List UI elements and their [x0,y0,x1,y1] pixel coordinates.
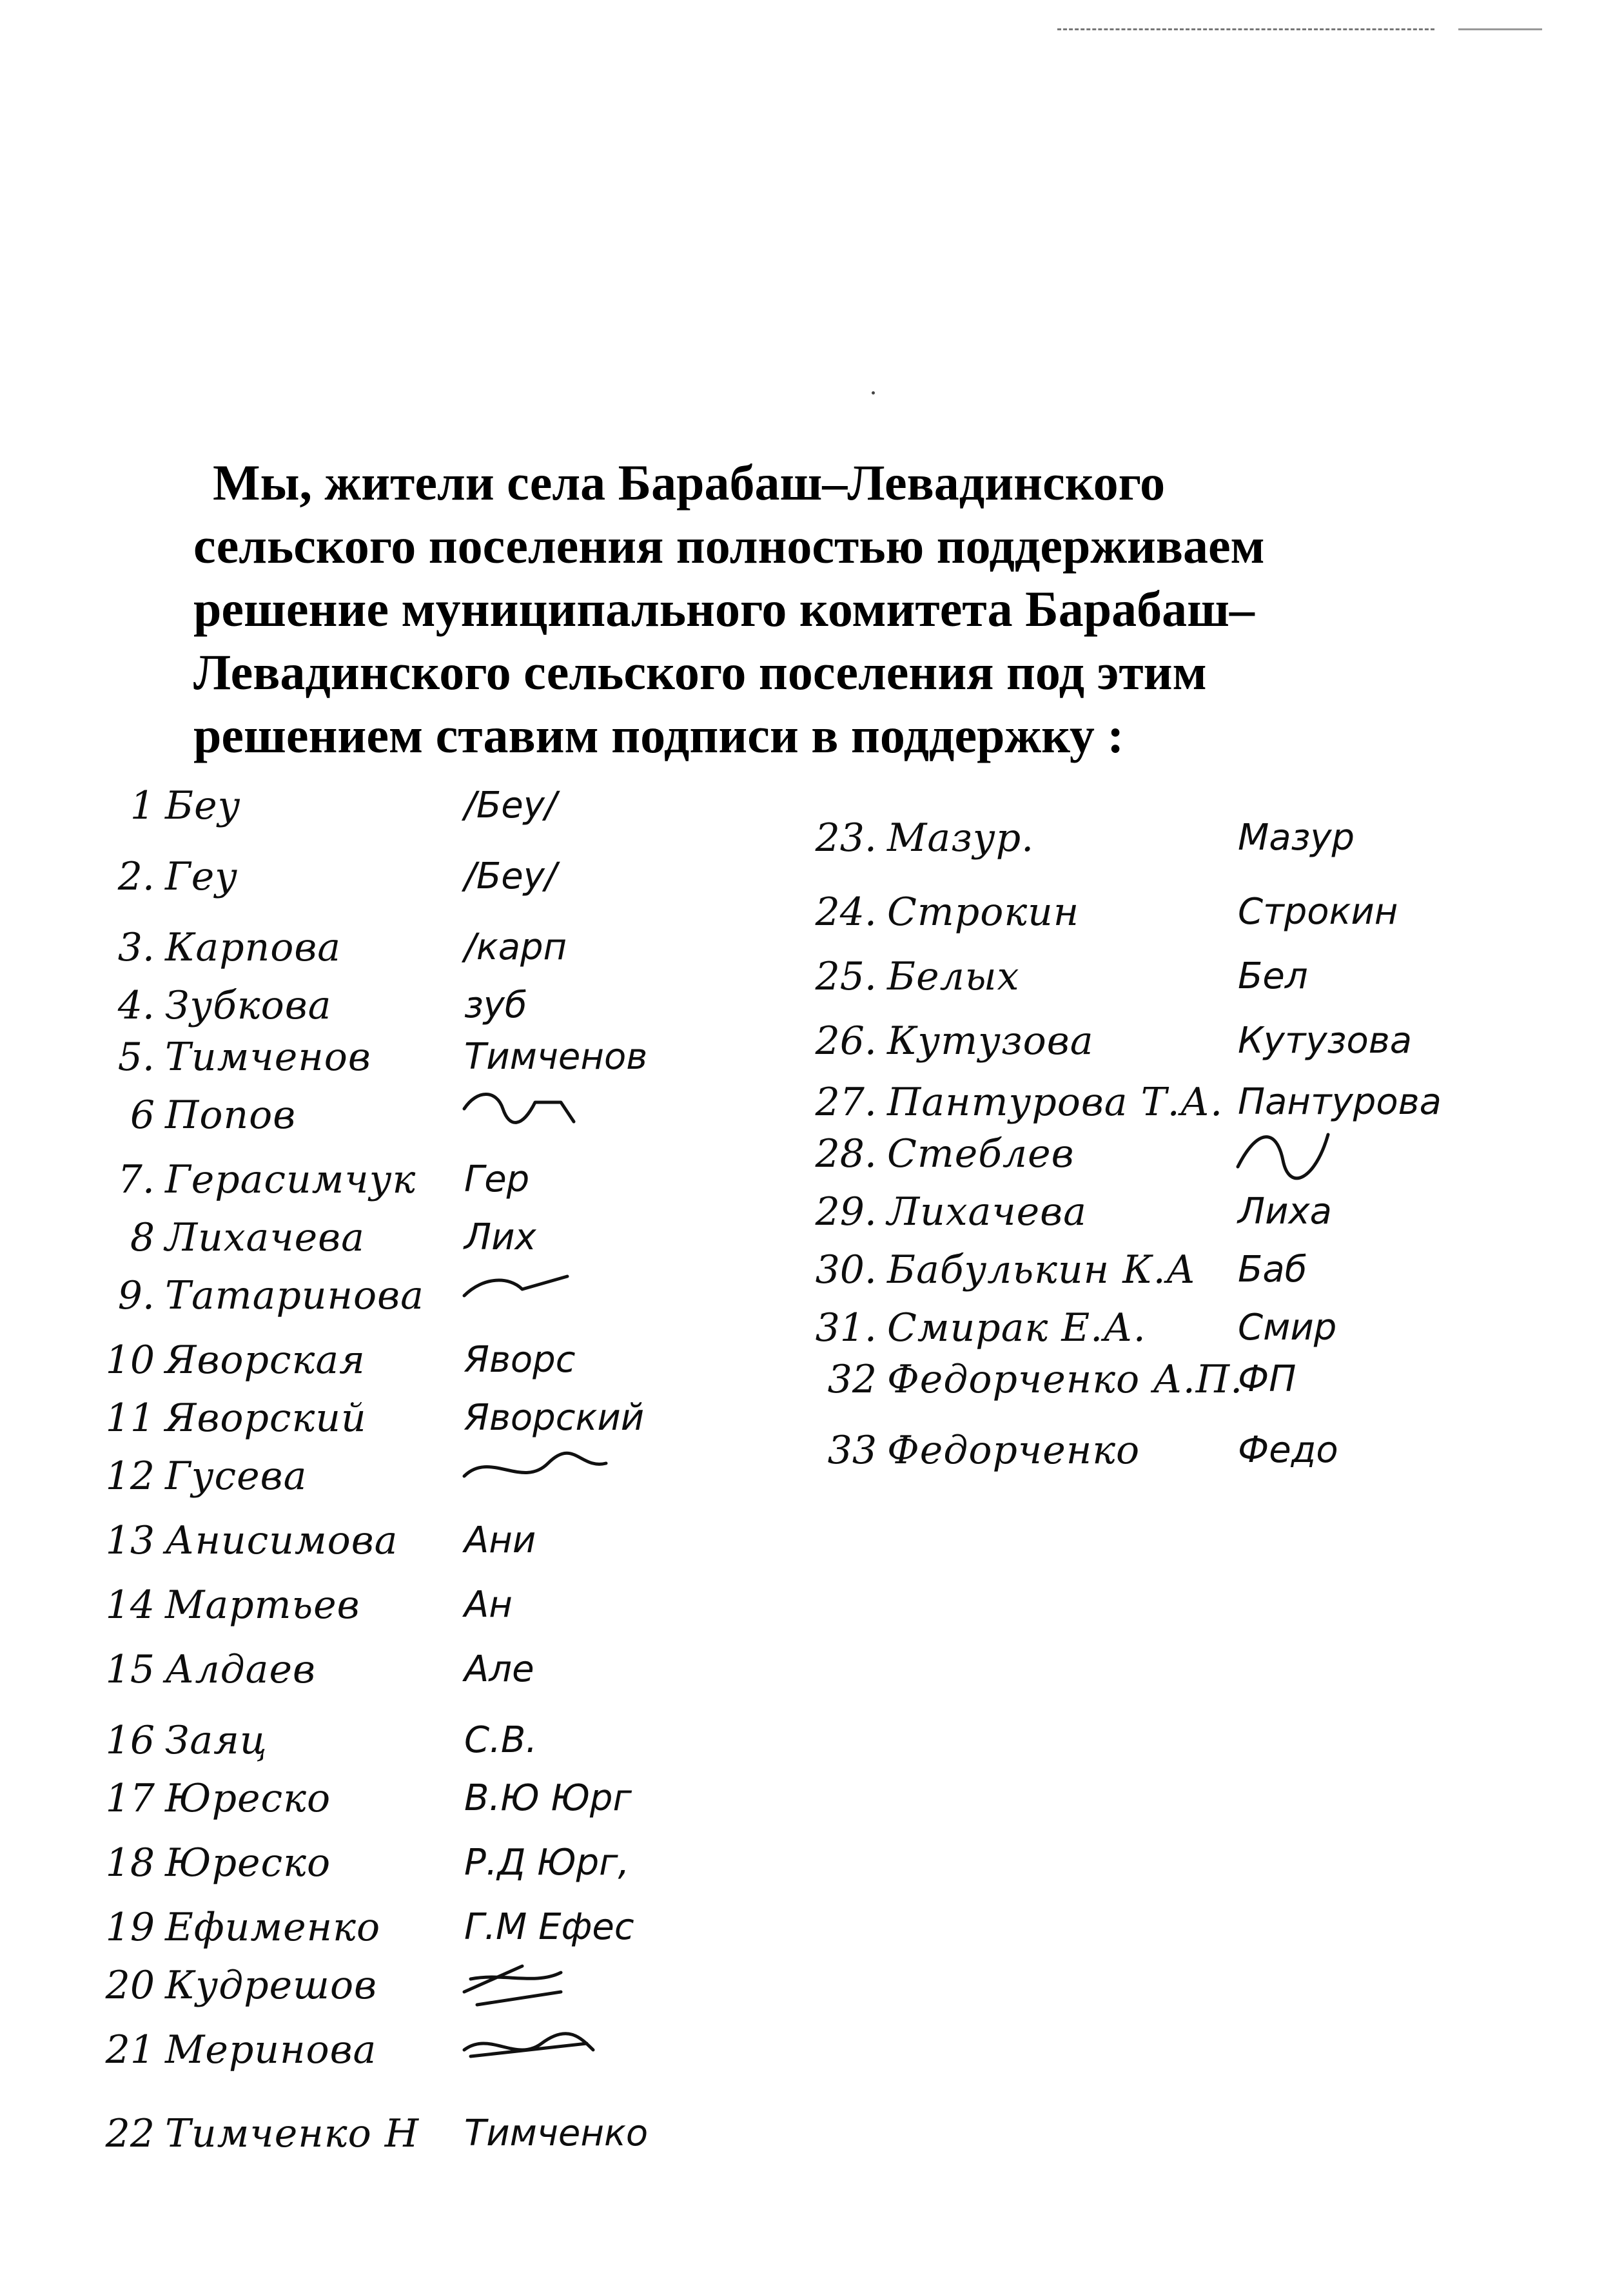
entry-number: 5. [117,1035,155,1080]
entry-signature: Тимченов [464,1036,648,1078]
signature-entry [806,880,1398,944]
signature-entry [806,806,1355,870]
entry-number: 11 [105,1396,155,1441]
entry-number: 8 [130,1215,155,1260]
entry-signature: Р.Д Юрг, [464,1842,630,1884]
entry-name: Кудрешов [165,1963,378,2008]
entry-name: Стеблев [887,1131,1075,1176]
entry-name: Ефименко [165,1905,381,1950]
entry-name: Яворский [165,1396,367,1441]
entry-number: 16 [105,1718,155,1763]
entry-name: Анисимова [165,1518,398,1563]
entry-signature: В.Ю Юрг [464,1777,632,1819]
entry-signature: Але [464,1648,534,1690]
entry-name: Гусева [165,1454,308,1499]
signature-entry [806,1418,1338,1483]
entry-name: Пантурова Т.А. [887,1080,1224,1125]
entry-name: Беу [165,783,241,828]
signature-entry [806,944,1308,1009]
entry-number: 3. [117,925,155,970]
signature-scribble [464,1444,612,1508]
signature-stroke [464,2034,593,2056]
entry-signature: Тимченко [464,2112,649,2154]
entry-signature: /Беу/ [464,855,557,897]
entry-number: 9. [117,1273,155,1318]
signature-entry [84,1083,296,1147]
signature-entry [806,1347,1296,1412]
signature-scribble [464,1263,612,1328]
signature-entry [84,1708,538,1773]
entry-name: Мазур. [887,815,1035,861]
signature-stroke [464,1095,574,1123]
signature-scribble [464,2018,612,2082]
entry-number: 25. [815,954,877,999]
entry-signature: ФП [1238,1358,1296,1400]
entry-name: Герасимчук [165,1157,416,1202]
heading-line: решение муниципального комитета Барабаш– [193,581,1255,637]
entry-number: 2. [117,854,155,899]
signature-entry [84,915,567,980]
signature-entry [806,1009,1413,1073]
heading-line: Левадинского сельского поселения под этим [193,644,1207,700]
entry-signature: Бел [1238,955,1308,997]
entry-name: Смирак Е.А. [887,1305,1146,1350]
entry-name: Белых [887,954,1020,999]
entry-signature: С.В. [464,1719,538,1761]
entry-number: 1 [130,783,155,828]
entry-signature: Баб [1238,1249,1307,1291]
entry-number: 14 [105,1583,155,1628]
entry-signature: Лих [464,1216,536,1258]
entry-number: 10 [105,1338,155,1383]
signature-entry [84,1895,634,1960]
signature-entry [84,1444,307,1508]
entry-name: Мартьев [165,1583,360,1628]
entry-signature: Кутузова [1238,1020,1413,1062]
entry-signature: Лиха [1238,1191,1332,1233]
entry-name: Строкин [887,890,1080,935]
entry-number: 19 [105,1905,155,1950]
entry-signature: /Беу/ [464,785,557,826]
signature-entry [806,1238,1307,1302]
heading-line: Мы, жители села Барабаш–Левадинского [213,454,1166,511]
entry-signature: Мазур [1238,817,1355,859]
entry-signature: Ан [464,1584,513,1626]
entry-number: 24. [815,890,877,935]
entry-number: 22 [105,2111,155,2156]
signature-entry [84,1147,530,1212]
entry-name: Юреско [165,1840,331,1886]
entry-name: Лихачева [165,1215,365,1260]
entry-number: 7. [117,1157,155,1202]
signature-entry [84,2018,377,2082]
signature-stroke [1238,1135,1328,1178]
signature-scribble [464,1953,612,2018]
entry-number: 26. [815,1019,877,1064]
entry-signature: Яворский [464,1397,645,1439]
signature-scribble [464,1083,612,1147]
signature-stroke [464,1966,561,2005]
entry-name: Татаринова [165,1273,424,1318]
entry-number: 18 [105,1840,155,1886]
entry-number: 13 [105,1518,155,1563]
signature-entry [84,1831,630,1895]
signature-entry [84,1508,536,1573]
entry-signature: Строкин [1238,891,1398,933]
entry-name: Геу [165,854,239,899]
entry-number: 4. [117,983,155,1028]
entry-number: 15 [105,1647,155,1692]
signature-entry [84,1205,536,1270]
entry-name: Карпова [165,925,342,970]
entry-number: 31. [815,1305,877,1350]
entry-name: Федорченко А.П. [887,1357,1244,1402]
signature-entry [84,1263,424,1328]
signature-entry [84,1025,648,1089]
entry-name: Меринова [165,2027,377,2072]
heading-line: сельского поселения полностью поддерживаем [193,518,1265,574]
signature-entry [84,1637,534,1702]
entry-number: 27. [815,1080,877,1125]
entry-name: Алдаев [165,1647,316,1692]
entry-number: 28. [815,1131,877,1176]
signature-entry [84,774,557,838]
signature-entry [84,1573,513,1637]
entry-name: Лихачева [887,1189,1087,1234]
entry-signature: /карп [464,926,567,968]
entry-name: Кутузова [887,1019,1094,1064]
entry-signature: Ани [464,1519,536,1561]
entry-number: 23. [815,815,877,861]
entry-number: 17 [105,1776,155,1821]
entry-name: Тимченов [165,1035,371,1080]
signature-entry [84,1386,645,1450]
entry-name: Попов [165,1093,297,1138]
entry-name: Тимченко Н [165,2111,420,2156]
signature-entry [84,2101,649,2166]
signature-entry [84,1328,576,1392]
signature-entry [84,1953,377,2018]
entry-number: 21 [105,2027,155,2072]
entry-signature: Смир [1238,1307,1337,1349]
entry-name: Зубкова [165,983,332,1028]
entry-number: 6 [130,1093,155,1138]
signature-stroke [464,1453,606,1476]
entry-number: 30. [815,1247,877,1292]
signature-entry [84,844,557,909]
entry-name: Яворская [165,1338,366,1383]
entry-name: Федорченко [887,1428,1140,1473]
entry-signature: Пантурова [1238,1081,1442,1123]
entry-signature: Федо [1238,1429,1338,1471]
petition-heading [193,451,1418,767]
heading-line: решением ставим подписи в поддержку : [193,707,1124,763]
signature-entry [84,1766,632,1831]
entry-number: 33 [827,1428,877,1473]
entry-signature: Яворс [464,1339,576,1381]
scan-rule [1458,28,1542,30]
scan-dashed-rule [1057,28,1434,30]
scan-speck [872,391,875,395]
signature-entry [806,1180,1332,1244]
entry-signature: зуб [464,984,527,1026]
entry-name: Юреско [165,1776,331,1821]
entry-number: 29. [815,1189,877,1234]
entry-number: 12 [105,1454,155,1499]
signature-scribble [1238,1122,1386,1186]
entry-number: 32 [827,1357,877,1402]
signature-stroke [464,1276,567,1296]
entry-signature: Гер [464,1158,530,1200]
signature-entry [806,1122,1075,1186]
entry-name: Заяц [165,1718,268,1763]
entry-signature: Г.М Ефес [464,1906,634,1948]
entry-number: 20 [105,1963,155,2008]
entry-name: Бабулькин К.А [887,1247,1197,1292]
